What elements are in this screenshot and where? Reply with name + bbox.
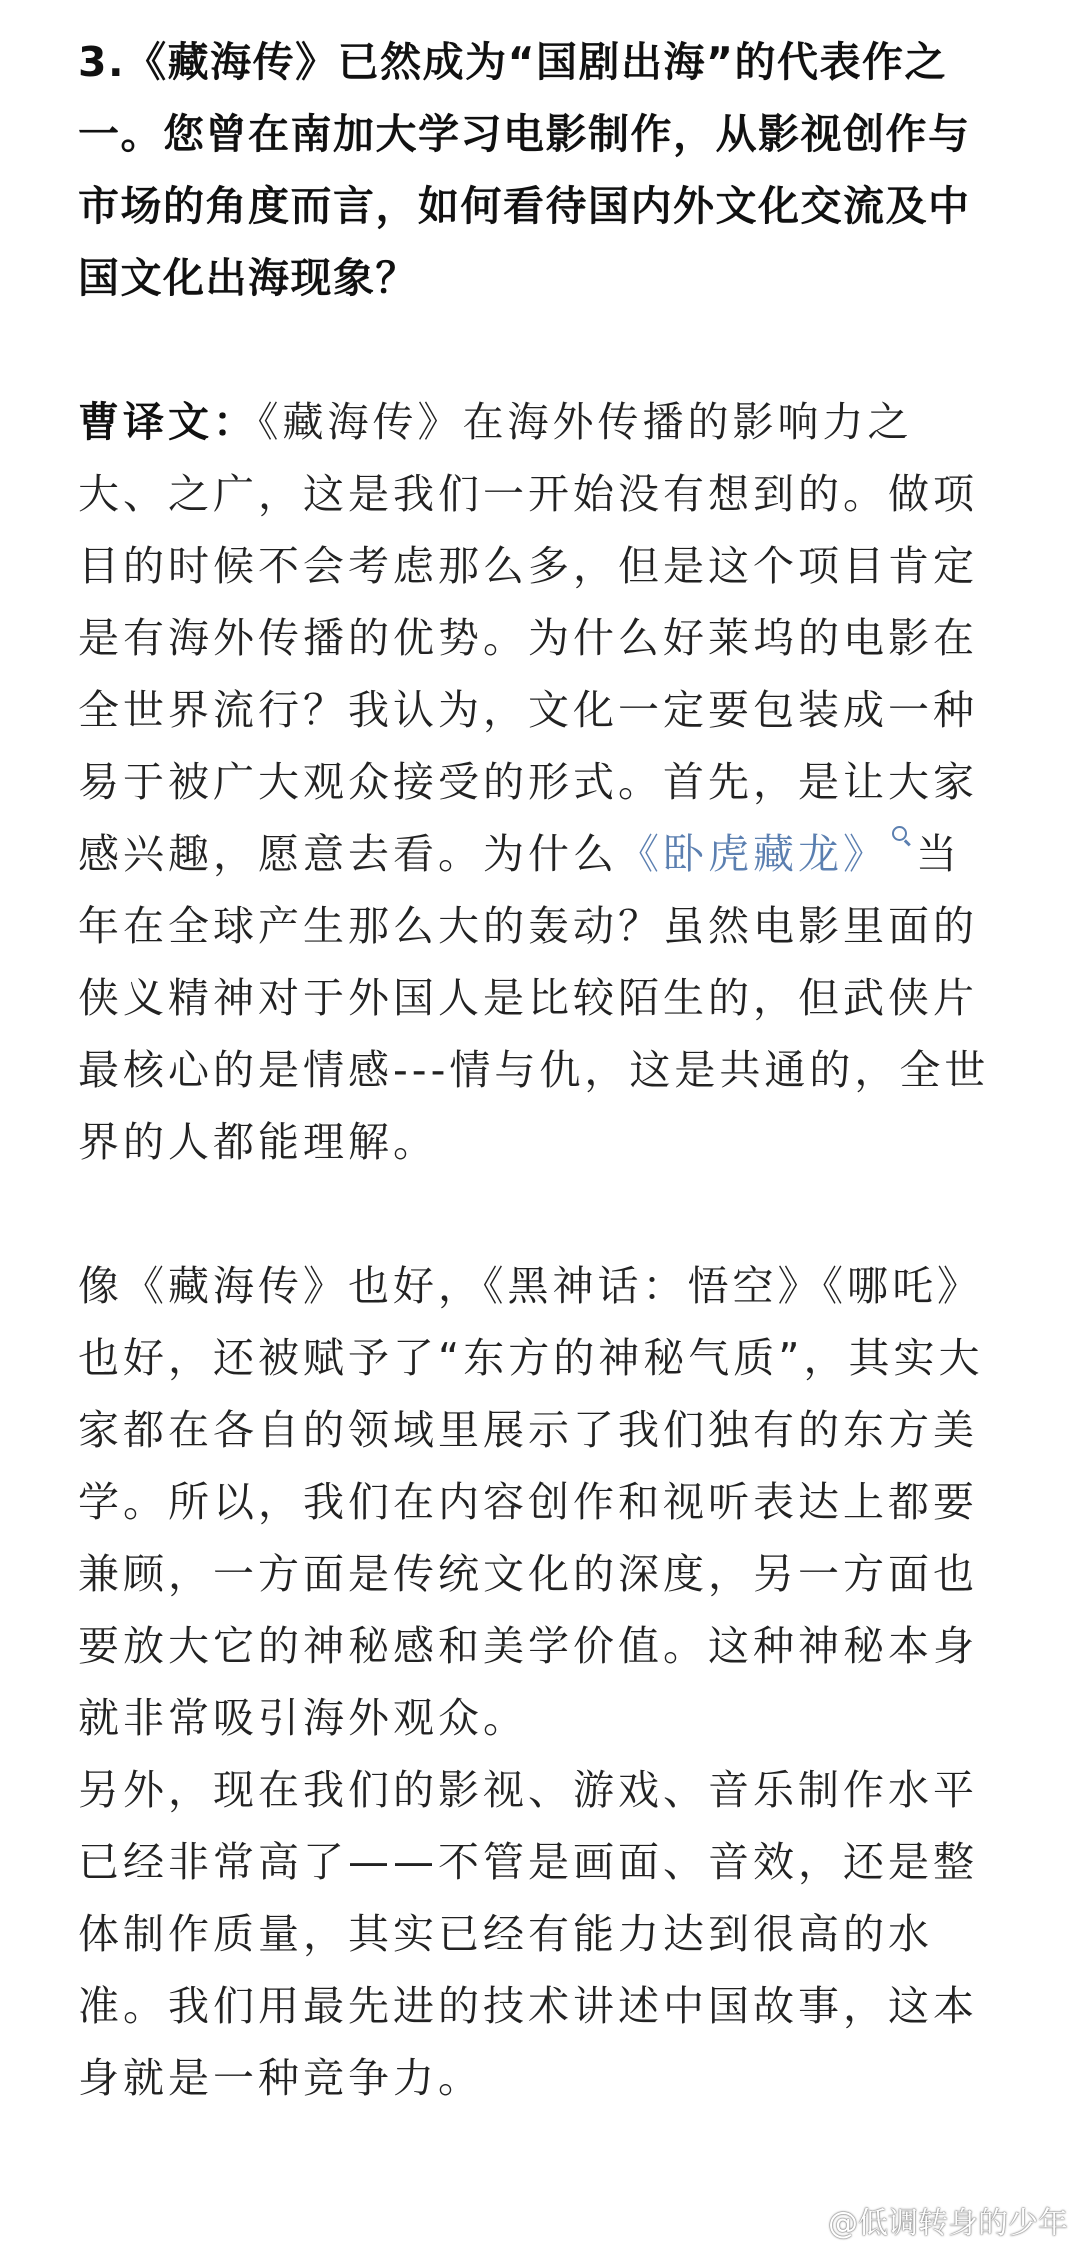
weibo-icon xyxy=(784,2205,822,2235)
answer-paragraph xyxy=(78,386,1002,1178)
speaker-label: 曹译文： xyxy=(78,398,258,446)
search-icon[interactable] xyxy=(888,824,914,854)
film-link-crouching-tiger[interactable]: 《卧虎藏龙》 xyxy=(618,830,888,878)
answer-text-part1: 《藏海传》在海外传播的影响力之大、之广，这是我们一开始没有想到的。做项目的时候不会考虑那么多，但是这个项目肯定是有海外传播的优势。为什么好莱坞的电影在全世界流行？我认为，文化一定要包装成一种易于被广大观众接受的形式。首先，是让大家感兴趣，愿意去看。为什么 xyxy=(78,398,978,878)
question-heading: 3.《藏海传》已然成为“国剧出海”的代表作之一。您曾在南加大学习电影制作，从影视创作与市场的角度而言，如何看待国内外文化交流及中国文化出海现象？ xyxy=(78,38,971,302)
watermark-text: @低调转身的少年 xyxy=(828,2206,1068,2241)
article-body xyxy=(78,26,1002,2114)
paragraph-production-quality: 另外，现在我们的影视、游戏、音乐制作水平已经非常高了——不管是画面、音效，还是整体制作质量，其实已经有能力达到很高的水准。我们用最先进的技术讲述中国故事，这本身就是一种竞争力。 xyxy=(78,1766,978,2102)
paragraph-eastern-aesthetics: 像《藏海传》也好，《黑神话：悟空》《哪吒》也好，还被赋予了“东方的神秘气质”，其实大家都在各自的领域里展示了我们独有的东方美学。所以，我们在内容创作和视听表达上都要兼顾，一方面是传统文化的深度，另一方面也要放大它的神秘感和美学价值。这种神秘本身就非常吸引海外观众。 xyxy=(78,1262,984,1742)
answer-text-part2: 当年在全球产生那么大的轰动？虽然电影里面的侠义精神对于外国人是比较陌生的，但武侠片最核心的是情感---情与仇，这是共通的，全世界的人都能理解。 xyxy=(78,830,990,1166)
watermark xyxy=(784,2198,1068,2242)
